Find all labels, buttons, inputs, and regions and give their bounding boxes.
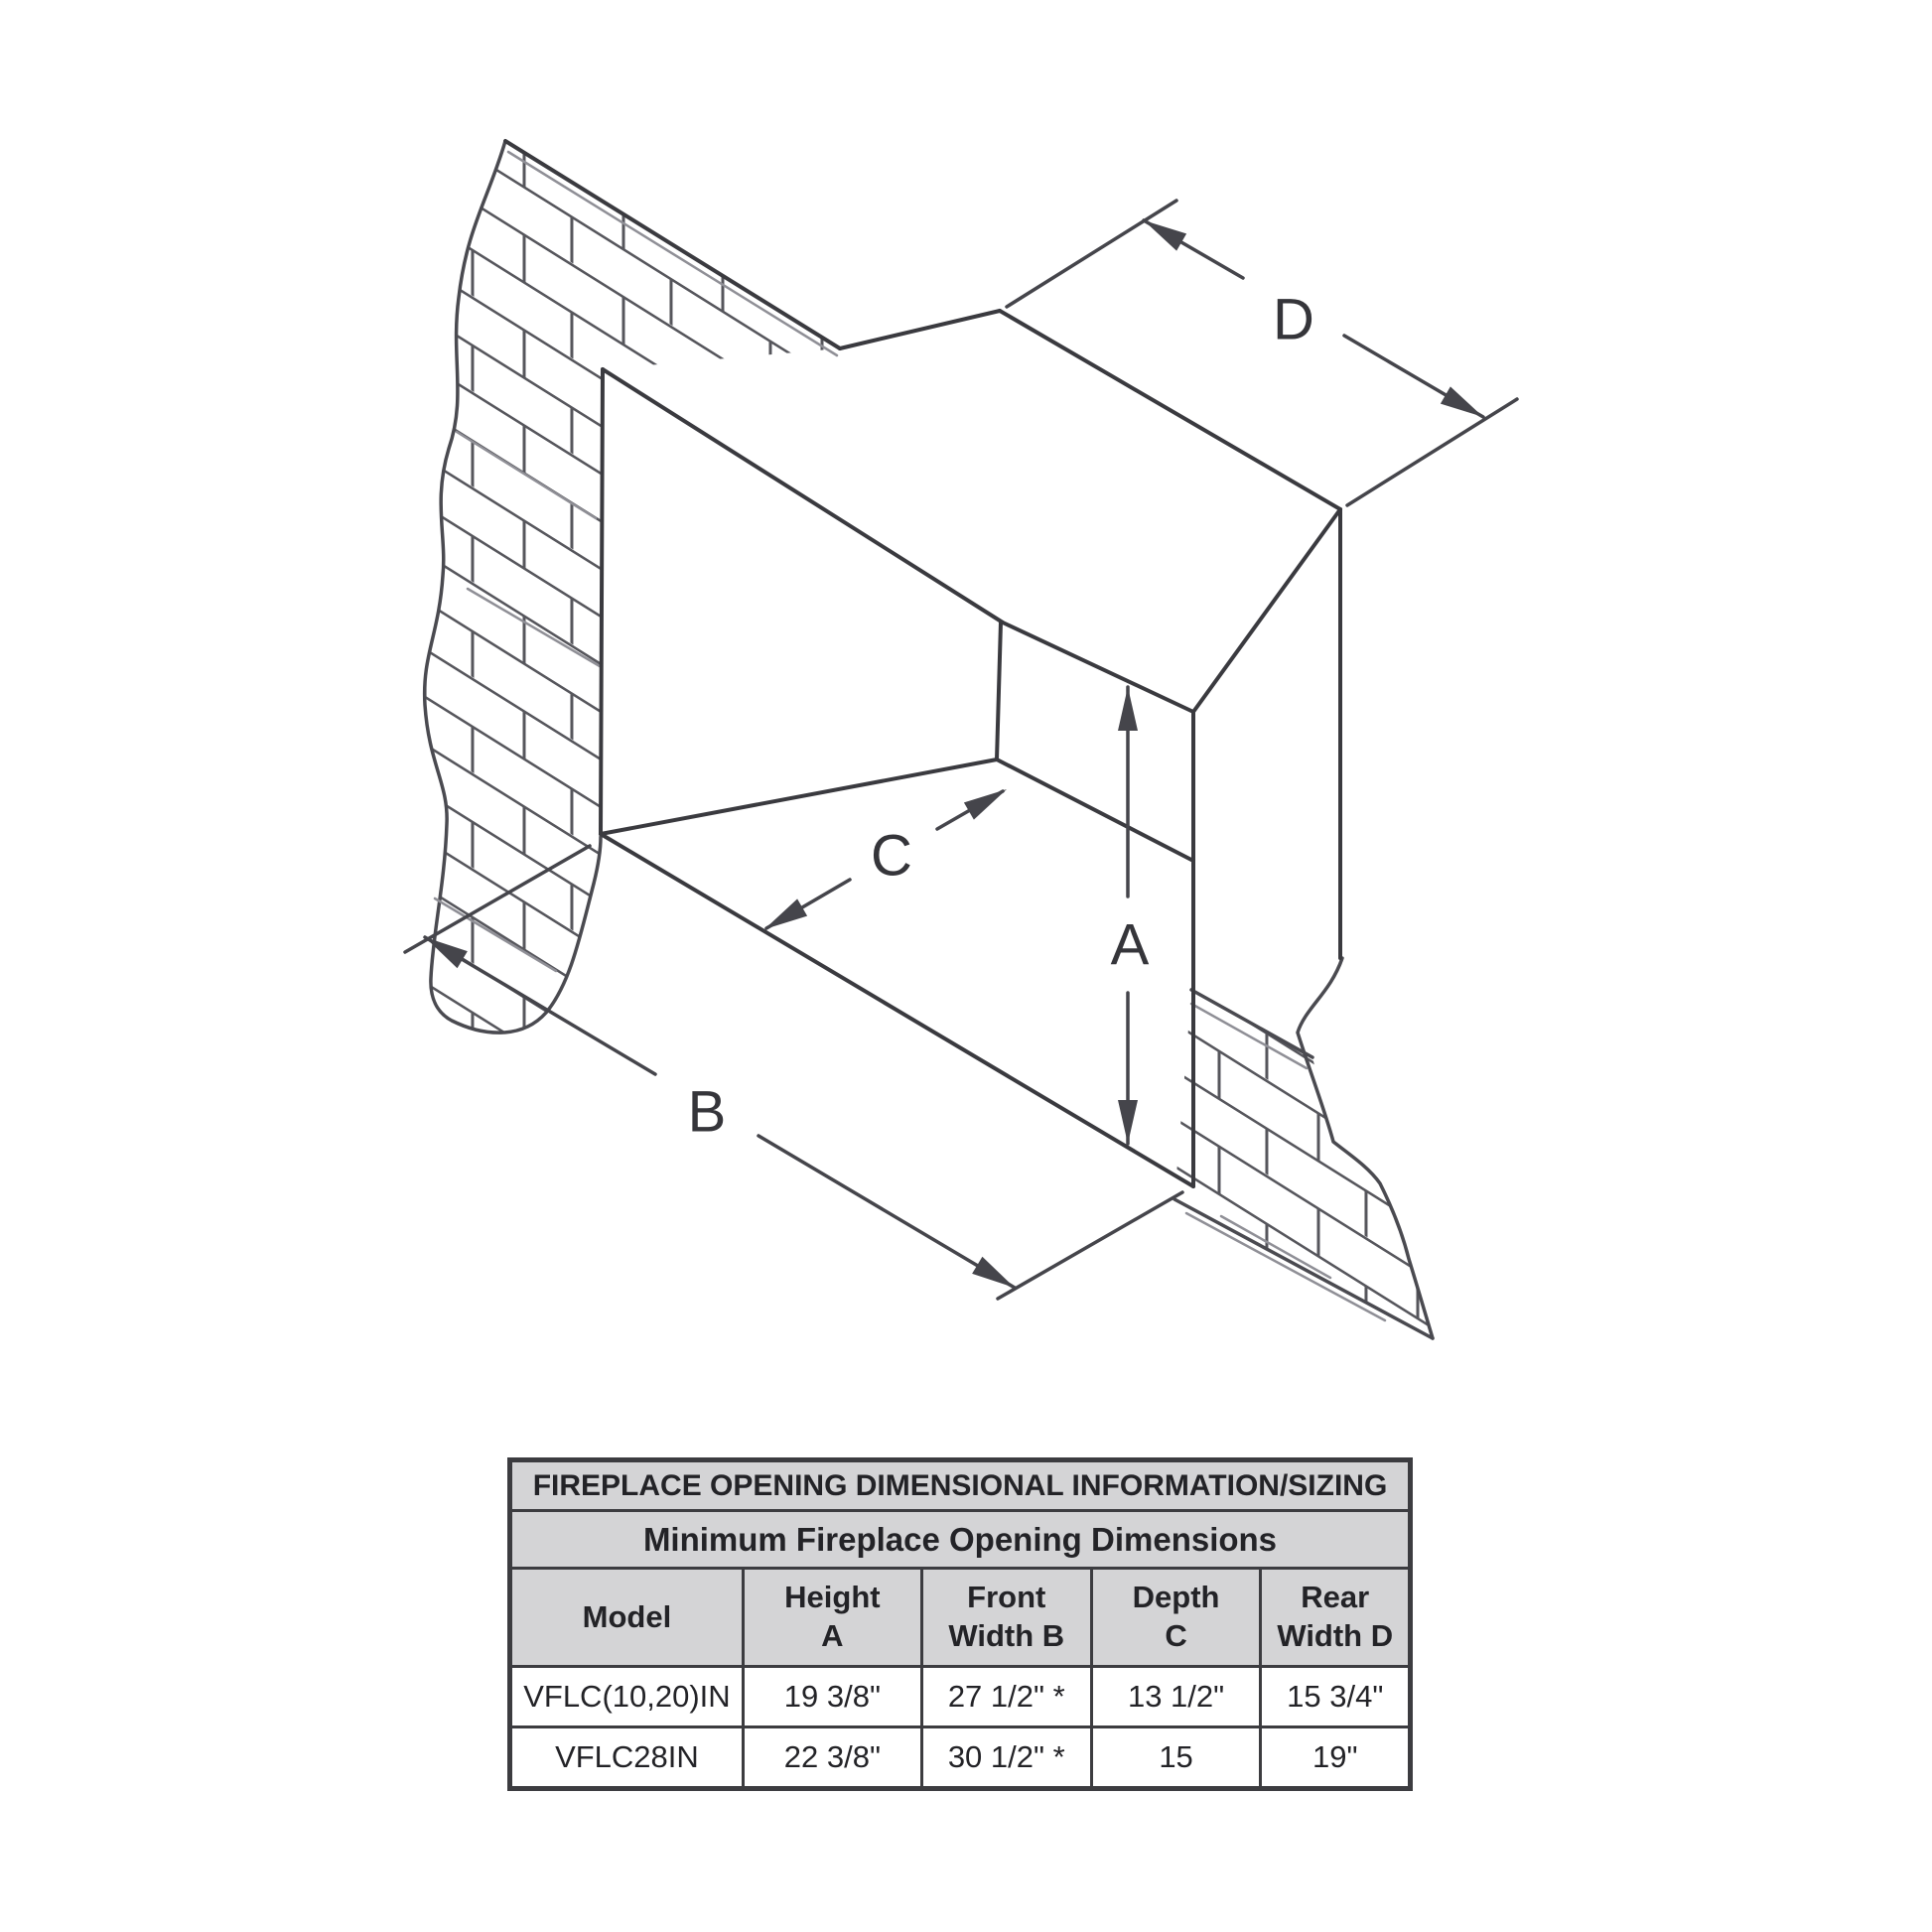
- left-jamb-edge: [601, 369, 603, 834]
- cell-depth-2: 15: [1091, 1727, 1261, 1789]
- dim-label-d: D: [1273, 287, 1314, 352]
- floor-right-edge: [997, 759, 1193, 861]
- cell-model-1: VFLC(10,20)IN: [510, 1667, 744, 1727]
- floor-left-edge: [601, 759, 997, 834]
- table-title-row: [510, 1460, 1411, 1511]
- col-header-model-line1: Model: [582, 1598, 672, 1634]
- inner-corner-edge: [997, 622, 1001, 759]
- cell-front-2: 30 1/2" *: [921, 1727, 1091, 1789]
- table-title: FIREPLACE OPENING DIMENSIONAL INFORMATION/SIZING: [510, 1460, 1411, 1511]
- col-header-front-line2: Width B: [948, 1618, 1065, 1653]
- col-header-front-width-b: [921, 1569, 1091, 1667]
- cell-rear-1: 15 3/4": [1261, 1667, 1411, 1727]
- col-header-rear-width-d: [1261, 1569, 1411, 1667]
- rear-wall-top-edge: [1003, 622, 1193, 712]
- col-header-height-line1: Height: [784, 1580, 881, 1615]
- col-header-front-line1: Front: [967, 1580, 1046, 1615]
- col-header-height-line2: A: [821, 1618, 844, 1653]
- box-ridge-left: [840, 311, 1000, 348]
- col-header-rear-line2: Width D: [1277, 1618, 1394, 1653]
- col-header-rear-line1: Rear: [1301, 1580, 1370, 1615]
- cell-front-1: 27 1/2" *: [921, 1667, 1091, 1727]
- cell-rear-2: 19": [1261, 1727, 1411, 1789]
- cell-height-2: 22 3/8": [743, 1727, 921, 1789]
- dim-label-b: B: [687, 1079, 727, 1145]
- col-header-depth-line2: C: [1165, 1618, 1187, 1653]
- col-header-depth-line1: Depth: [1132, 1580, 1220, 1615]
- dim-label-a: A: [1110, 912, 1150, 978]
- table-header-row: [510, 1569, 1411, 1667]
- cell-height-1: 19 3/8": [743, 1667, 921, 1727]
- dim-d-ticks: [1007, 201, 1517, 505]
- table-subtitle: Minimum Fireplace Opening Dimensions: [510, 1511, 1411, 1569]
- box-right-top-edge: [1193, 509, 1340, 712]
- right-brick-wall: [1142, 943, 1469, 1370]
- table-row: [510, 1667, 1411, 1727]
- cell-depth-1: 13 1/2": [1091, 1667, 1261, 1727]
- col-header-height-a: [743, 1569, 921, 1667]
- cell-model-2: VFLC28IN: [510, 1727, 744, 1789]
- splay-wall-top-edge: [603, 369, 1003, 622]
- table-subtitle-row: [510, 1511, 1411, 1569]
- table-row: [510, 1727, 1411, 1789]
- fireplace-sizing-table: [507, 1457, 1413, 1791]
- dim-label-c: C: [871, 823, 912, 889]
- col-header-depth-c: [1091, 1569, 1261, 1667]
- col-header-model: [510, 1569, 744, 1667]
